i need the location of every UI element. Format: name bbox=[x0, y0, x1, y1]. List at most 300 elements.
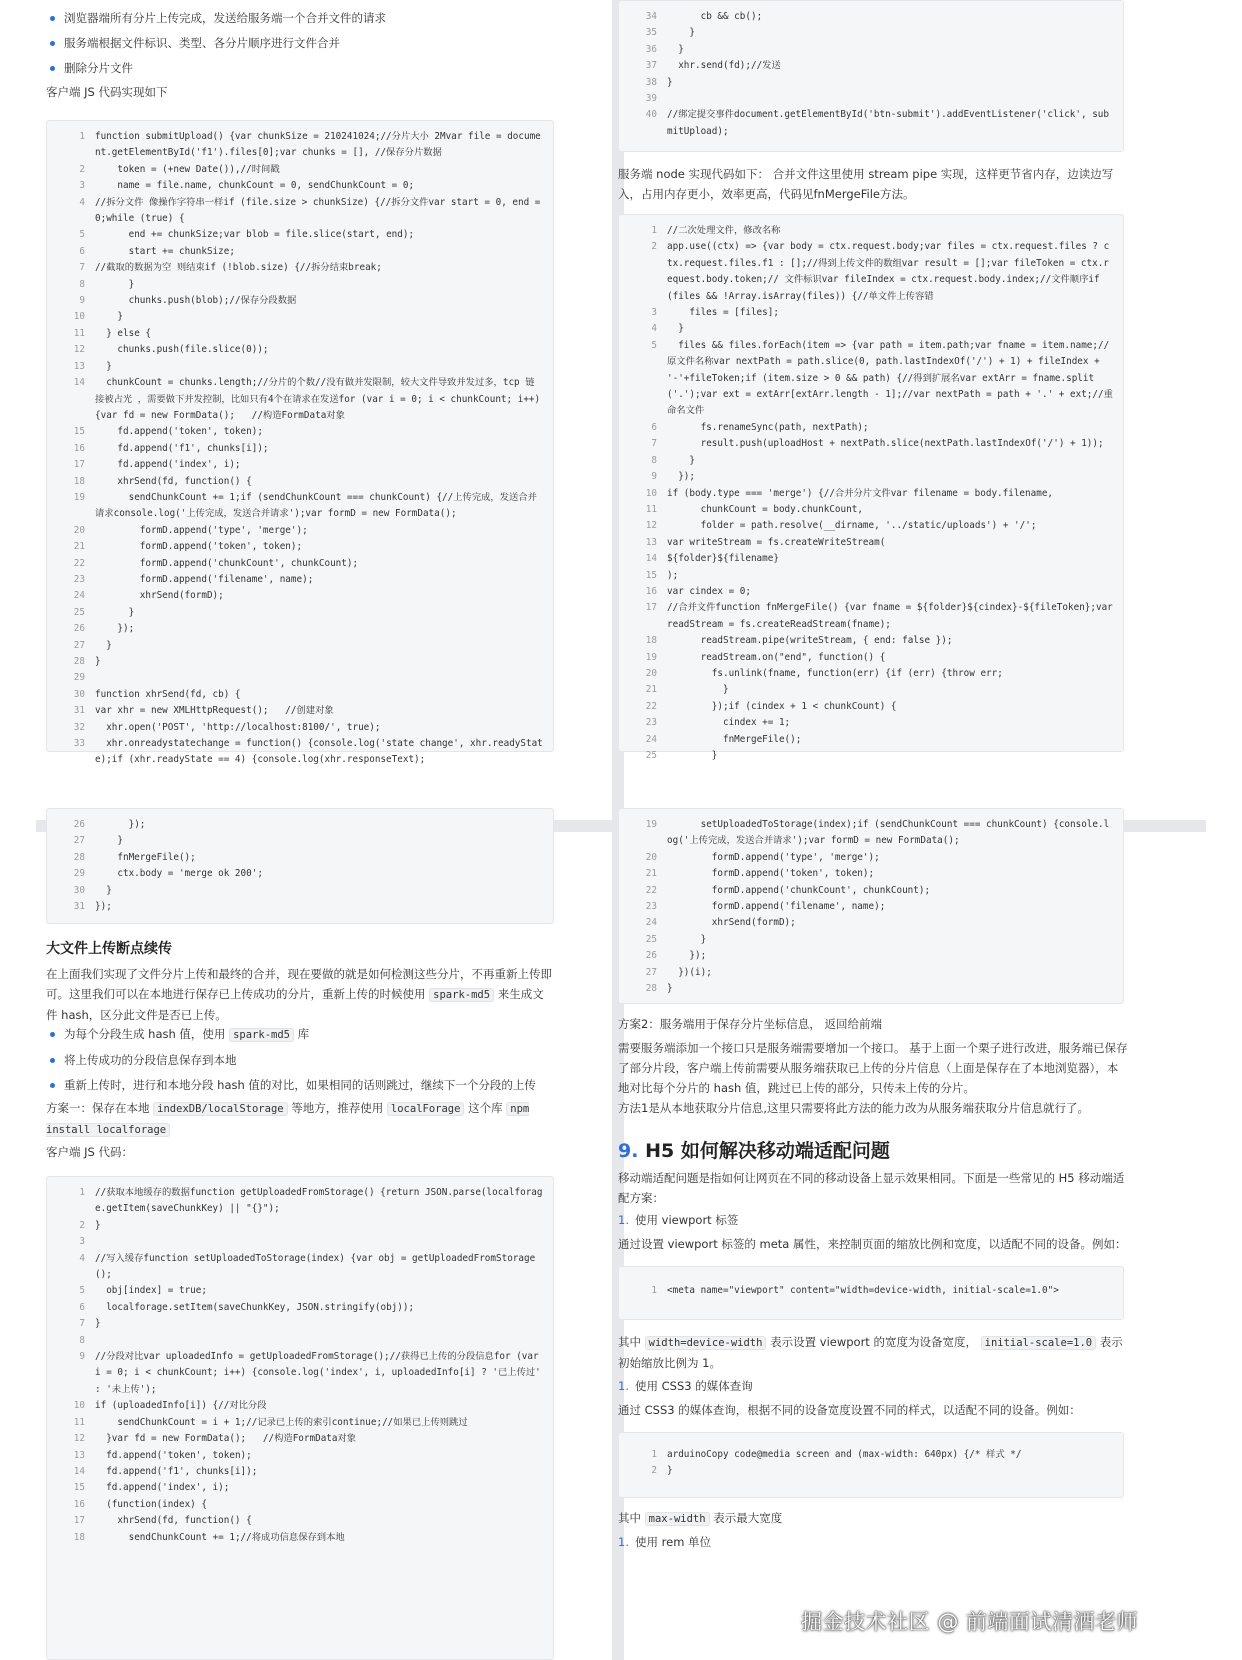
list-item-viewport bbox=[618, 1210, 738, 1230]
code-text: function submitUpload() {var chunkSize = 210241024;//分片大小 2Mvar file = document.getElementById('f1').files[0];var chunks = [], //保存分片数据 bbox=[95, 131, 541, 159]
local-storage-code-block bbox=[46, 1176, 554, 1660]
code-line bbox=[47, 1497, 543, 1513]
line-number: 35 bbox=[645, 27, 657, 39]
code-line bbox=[47, 899, 543, 915]
code-line bbox=[47, 326, 543, 342]
code-line bbox=[47, 457, 543, 473]
line-number: 18 bbox=[73, 475, 85, 487]
code-text: formD.append('chunkCount', chunkCount); bbox=[95, 557, 359, 569]
line-number: 13 bbox=[73, 360, 85, 372]
code-line bbox=[619, 58, 1113, 74]
line-number: 21 bbox=[73, 541, 85, 553]
code-text: localforage.setItem(saveChunkKey, JSON.stringify(obj)); bbox=[95, 1301, 415, 1313]
viewport-description: 通过设置 viewport 标签的 meta 属性，来控制页面的缩放比例和宽度，以适配不同的设备。例如： bbox=[618, 1237, 1127, 1251]
code-line bbox=[47, 670, 543, 686]
inline-code: max-width bbox=[645, 1512, 710, 1526]
code-line bbox=[47, 1333, 543, 1349]
code-text: xhrSend(formD); bbox=[95, 590, 224, 602]
text: 表示初始缩放比例为 1。 bbox=[618, 1335, 1123, 1370]
code-line bbox=[619, 600, 1119, 633]
line-number: 21 bbox=[645, 868, 657, 880]
code-text: }var fd = new FormData(); //构造FormData对象 bbox=[95, 1433, 357, 1445]
code-line bbox=[47, 736, 543, 769]
code-line bbox=[47, 359, 543, 375]
line-number: 12 bbox=[645, 520, 657, 532]
line-number: 7 bbox=[79, 1318, 85, 1330]
line-number: 9 bbox=[79, 1351, 85, 1363]
code-text: folder = path.resolve(__dirname, '../static/uploads') + '/'; bbox=[667, 520, 1037, 532]
line-number: 24 bbox=[73, 590, 85, 602]
code-line bbox=[619, 633, 1113, 649]
list-item: 删除分片文件 bbox=[46, 56, 586, 81]
section-number: 9. bbox=[618, 1140, 639, 1162]
code-line bbox=[619, 915, 1113, 931]
resume-upload-description bbox=[46, 964, 552, 1025]
code-text: formD.append('filename', name); bbox=[95, 573, 314, 585]
line-number: 1 bbox=[79, 131, 85, 142]
code-text: } bbox=[667, 27, 695, 39]
code-text: //获取本地缓存的数据function getUploadedFromStorage() {return JSON.parse(localforage.getItem(saveChunkKey) || "{}"); bbox=[95, 1187, 543, 1215]
inline-code: width=device-width bbox=[645, 1336, 767, 1350]
line-number: 2 bbox=[79, 163, 85, 175]
code-text: fs.renameSync(path, nextPath); bbox=[667, 421, 869, 433]
code-text: fs.unlink(fname, function(err) {if (err) {throw err; bbox=[667, 667, 1003, 679]
server-merge-code-block-continued bbox=[46, 808, 554, 924]
watermark: 掘金技术社区 @ 前端面试清酒老师 bbox=[801, 1610, 1138, 1634]
code-text: xhrSend(fd, function() { bbox=[95, 475, 252, 487]
code-line bbox=[47, 1300, 543, 1316]
code-line bbox=[619, 91, 1113, 107]
line-number: 23 bbox=[645, 901, 657, 913]
line-number: 32 bbox=[73, 721, 85, 733]
line-number: 13 bbox=[645, 536, 657, 548]
line-number: 22 bbox=[645, 884, 657, 896]
code-text: obj[index] = true; bbox=[95, 1285, 207, 1297]
code-line bbox=[619, 948, 1113, 964]
list-item: 服务端根据文件标识、类型、各分片顺序进行文件合并 bbox=[46, 31, 586, 56]
code-line bbox=[47, 342, 543, 358]
list-item: 重新上传时，进行和本地分段 hash 值的对比，如果相同的话则跳过，继续下一个分段的上传 bbox=[46, 1073, 566, 1098]
code-line bbox=[619, 650, 1113, 666]
line-number: 11 bbox=[645, 503, 657, 515]
section-heading-resume-upload: 大文件上传断点续传 bbox=[46, 941, 172, 957]
code-text: <meta name="viewport" content="width=device-width, initial-scale=1.0"> bbox=[667, 1285, 1059, 1296]
code-text: }); bbox=[667, 471, 695, 483]
line-number: 26 bbox=[645, 950, 657, 962]
code-line bbox=[47, 260, 543, 276]
code-line bbox=[47, 687, 543, 703]
line-number: 3 bbox=[79, 1236, 85, 1248]
line-number: 20 bbox=[73, 524, 85, 536]
line-number: 18 bbox=[73, 1531, 85, 1543]
line-number: 28 bbox=[73, 851, 85, 863]
line-number: 2 bbox=[651, 1465, 657, 1477]
code-text: }); bbox=[95, 819, 146, 830]
line-number: 11 bbox=[73, 327, 85, 339]
code-text: formD.append('chunkCount', chunkCount); bbox=[667, 884, 931, 896]
text: 其中 bbox=[618, 1511, 641, 1525]
code-text: } else { bbox=[95, 327, 151, 339]
line-number: 19 bbox=[645, 819, 657, 830]
line-number: 7 bbox=[651, 438, 657, 450]
client-upload-code-block bbox=[46, 120, 554, 766]
merge-steps-list bbox=[46, 6, 586, 81]
code-line bbox=[619, 732, 1113, 748]
code-text: fd.append('f1', chunks[i]); bbox=[95, 442, 269, 454]
line-number: 36 bbox=[645, 43, 657, 55]
code-text: } bbox=[667, 750, 718, 761]
code-line bbox=[619, 748, 1113, 764]
line-number: 10 bbox=[645, 487, 657, 499]
code-text: //绑定提交事件document.getElementById('btn-submit').addEventListener('click', submitUpload); bbox=[667, 109, 1109, 137]
line-number: 34 bbox=[645, 11, 657, 22]
code-text: }); bbox=[667, 950, 707, 962]
code-text bbox=[95, 1333, 543, 1349]
line-number: 5 bbox=[79, 229, 85, 241]
line-number: 1 bbox=[79, 1187, 85, 1198]
line-number: 19 bbox=[645, 651, 657, 663]
line-number: 4 bbox=[651, 323, 657, 335]
line-number: 16 bbox=[645, 585, 657, 597]
code-text: //写入缓存function setUploadedToStorage(index) {var obj = getUploadedFromStorage(); bbox=[95, 1252, 536, 1281]
resume-steps-list bbox=[46, 1022, 566, 1098]
line-number: 8 bbox=[79, 278, 85, 290]
line-number: 28 bbox=[73, 656, 85, 667]
code-line bbox=[47, 621, 543, 637]
plan-one-description bbox=[46, 1098, 552, 1140]
code-text: cindex += 1; bbox=[667, 717, 791, 729]
code-line bbox=[47, 638, 543, 654]
code-line bbox=[619, 1463, 1113, 1479]
line-number: 17 bbox=[645, 602, 657, 614]
line-number: 20 bbox=[645, 851, 657, 863]
code-line bbox=[47, 244, 543, 260]
code-text: //分段对比var uploadedInfo = getUploadedFromStorage();//获得已上传的分段信息for (var i = 0; i < chunkCount; i++) {console.log('index', i, uploadedInfo[i] ? '已上传过' : '未上传'); bbox=[95, 1351, 547, 1395]
list-label: 使用 viewport 标签 bbox=[634, 1213, 739, 1227]
code-line bbox=[619, 502, 1113, 518]
code-line bbox=[619, 965, 1113, 981]
code-text: } bbox=[667, 43, 684, 55]
code-line bbox=[619, 1447, 1113, 1463]
code-line bbox=[47, 1349, 547, 1398]
code-text: fnMergeFile(); bbox=[95, 851, 196, 863]
code-text: token = (+new Date()),//时间戳 bbox=[95, 163, 280, 175]
inline-code: spark-md5 bbox=[229, 1028, 294, 1042]
code-text: } bbox=[95, 1318, 101, 1330]
viewport-meta-code-block bbox=[618, 1266, 1124, 1320]
local-storage-code-block-continued bbox=[618, 808, 1124, 1004]
media-query-code-block bbox=[618, 1432, 1124, 1498]
line-number: 24 bbox=[645, 917, 657, 929]
line-number: 10 bbox=[73, 311, 85, 323]
line-number: 29 bbox=[73, 868, 85, 880]
code-text: } bbox=[95, 606, 135, 618]
page-4 bbox=[618, 819, 1242, 1660]
text: 来生成文件 hash，区分此文件是否已上传。 bbox=[46, 987, 544, 1022]
line-number: 9 bbox=[651, 471, 657, 483]
line-number: 30 bbox=[73, 884, 85, 896]
code-text: } bbox=[667, 76, 673, 88]
code-line bbox=[47, 1185, 543, 1218]
code-line bbox=[47, 1513, 543, 1529]
code-line bbox=[619, 699, 1113, 715]
plan-two-title: 方案2：服务端用于保存分片坐标信息， 返回给前端 bbox=[618, 1017, 882, 1031]
code-text: } bbox=[95, 884, 112, 896]
code-text: } bbox=[667, 684, 729, 696]
code-line bbox=[619, 551, 1113, 567]
code-line bbox=[619, 981, 1113, 997]
inline-code: localForage bbox=[387, 1102, 465, 1116]
line-number: 14 bbox=[73, 377, 85, 389]
code-text bbox=[95, 670, 543, 686]
code-line bbox=[47, 588, 543, 604]
code-text: formD.append('filename', name); bbox=[667, 901, 886, 913]
code-text: xhr.open('POST', 'http://localhost:8100/', true); bbox=[95, 721, 381, 733]
client-upload-code-block-continued bbox=[618, 0, 1124, 152]
code-text: } bbox=[667, 454, 695, 466]
code-text: } bbox=[95, 835, 123, 847]
text: 其中 bbox=[618, 1335, 641, 1349]
code-line bbox=[619, 584, 1113, 600]
code-line bbox=[619, 568, 1113, 584]
line-number: 18 bbox=[645, 635, 657, 647]
code-text: formD.append('type', 'merge'); bbox=[667, 851, 880, 863]
list-item: 浏览器端所有分片上传完成，发送给服务端一个合并文件的请求 bbox=[46, 6, 586, 31]
code-line bbox=[47, 178, 543, 194]
code-text: }); bbox=[95, 623, 135, 635]
code-text: fd.append('index', i); bbox=[95, 1482, 230, 1494]
code-text: var writeStream = fs.createWriteStream( bbox=[667, 536, 886, 548]
code-line bbox=[47, 866, 543, 882]
code-line bbox=[47, 883, 543, 899]
line-number: 25 bbox=[645, 750, 657, 761]
code-line bbox=[47, 375, 546, 424]
code-text: fnMergeFile(); bbox=[667, 733, 802, 745]
code-text: chunkCount = chunks.length;//分片的个数//没有做并发限制，较大文件导致并发过多，tcp 链接被占光 ，需要做下并发控制，比如只有4个在请求在发送for (var i = 0; i < chunkCount; i++) {var fd = new FormData(); //构造FormData对象 bbox=[95, 377, 546, 421]
line-number: 4 bbox=[79, 196, 85, 208]
text: 方案一：保存在本地 bbox=[46, 1101, 150, 1115]
code-line bbox=[47, 474, 543, 490]
line-number: 33 bbox=[73, 738, 85, 750]
code-line bbox=[619, 899, 1113, 915]
code-line bbox=[619, 469, 1113, 485]
code-line bbox=[47, 162, 543, 178]
code-text: xhr.send(fd);//发送 bbox=[667, 60, 781, 72]
line-number: 31 bbox=[73, 901, 85, 913]
code-line bbox=[47, 1218, 543, 1234]
code-text: var xhr = new XMLHttpRequest(); //创建对象 bbox=[95, 705, 334, 717]
line-number: 39 bbox=[645, 93, 657, 105]
code-text: //二次处理文件，修改名称 bbox=[667, 225, 781, 236]
line-number: 2 bbox=[651, 241, 657, 253]
code-text: end += chunkSize;var blob = file.slice(start, end); bbox=[95, 229, 415, 241]
code-text: var cindex = 0; bbox=[667, 585, 751, 597]
code-text: xhr.onreadystatechange = function() {console.log('state change', xhr.readyState);if (xhr.readyState == 4) {console.log(xhr.responseText); bbox=[95, 738, 543, 766]
code-text: } bbox=[667, 1465, 673, 1477]
text: 在上面我们实现了文件分片上传和最终的合并，现在要做的就是如何检测这些分片，不再重新上传即可。这里我们可以在本地进行保存已上传成功的分片，重新上传的时候使用 bbox=[46, 967, 552, 1001]
line-number: 8 bbox=[651, 454, 657, 466]
code-line bbox=[619, 338, 1113, 420]
line-number: 22 bbox=[645, 700, 657, 712]
code-line bbox=[619, 305, 1113, 321]
text: 这个库 bbox=[468, 1101, 503, 1115]
code-line bbox=[47, 1316, 543, 1332]
line-number: 17 bbox=[73, 459, 85, 471]
code-line bbox=[619, 321, 1113, 337]
code-line bbox=[47, 424, 543, 440]
code-line bbox=[47, 1398, 543, 1414]
section-title: H5 如何解决移动端适配问题 bbox=[645, 1140, 890, 1162]
line-number: 28 bbox=[645, 983, 657, 995]
line-number: 25 bbox=[645, 933, 657, 945]
inline-code: spark-md5 bbox=[429, 988, 494, 1002]
line-number: 3 bbox=[651, 307, 657, 319]
plan-two-note: 方法1是从本地获取分片信息,这里只需要将此方法的能力改为从服务端获取分片信息就行了。 bbox=[618, 1101, 1089, 1115]
line-number: 11 bbox=[73, 1416, 85, 1428]
list-number: 1. bbox=[618, 1213, 629, 1227]
code-line bbox=[47, 833, 543, 849]
line-number: 27 bbox=[73, 639, 85, 651]
code-line bbox=[47, 309, 543, 325]
line-number: 1 bbox=[651, 225, 657, 236]
line-number: 26 bbox=[73, 623, 85, 635]
line-number: 15 bbox=[73, 426, 85, 438]
code-text: result.push(uploadHost + nextPath.slice(nextPath.lastIndexOf('/') + 1)); bbox=[667, 438, 1104, 450]
plan-two-description: 需要服务端添加一个接口只是服务端需要增加一个接口。 基于上面一个栗子进行改进，服务端已保存了部分片段，客户端上传前需要从服务端获取已上传的分片信息（上面是保存在了本地浏览器），本地对比每个分片的 hash 值，跳过已上传的部分，只传未上传的分片。 bbox=[618, 1041, 1128, 1095]
line-number: 4 bbox=[79, 1252, 85, 1264]
code-line bbox=[619, 850, 1113, 866]
code-line bbox=[619, 223, 1113, 239]
line-number: 17 bbox=[73, 1515, 85, 1527]
code-line bbox=[619, 535, 1113, 551]
code-line bbox=[47, 703, 543, 719]
line-number: 16 bbox=[73, 442, 85, 454]
viewport-note bbox=[618, 1332, 1130, 1373]
code-text: });if (cindex + 1 < chunkCount) { bbox=[667, 700, 897, 712]
line-number: 2 bbox=[79, 1219, 85, 1231]
code-text: } bbox=[95, 311, 123, 323]
list-item bbox=[46, 1022, 566, 1048]
code-text: start += chunkSize; bbox=[95, 245, 235, 257]
line-number: 22 bbox=[73, 557, 85, 569]
code-text: function xhrSend(fd, cb) { bbox=[95, 688, 241, 700]
code-line bbox=[47, 539, 543, 555]
line-number: 29 bbox=[73, 672, 85, 684]
text: 等地方，推荐使用 bbox=[291, 1101, 384, 1115]
line-number: 5 bbox=[79, 1285, 85, 1297]
server-node-intro: 服务端 node 实现代码如下： 合并文件这里使用 stream pipe 实现，这样更节省内存，边读边写入，占用内存更小，效率更高，代码见fnMergeFile方法。 bbox=[618, 167, 1114, 201]
code-line bbox=[47, 227, 543, 243]
inline-code: npm install localforage bbox=[46, 1103, 530, 1136]
code-line bbox=[619, 420, 1113, 436]
line-number: 1 bbox=[651, 1285, 657, 1296]
code-line bbox=[619, 453, 1113, 469]
max-width-note bbox=[618, 1508, 782, 1529]
code-text bbox=[95, 1234, 543, 1250]
section-heading-mobile-adaptation bbox=[618, 1136, 890, 1163]
code-text: fd.append('f1', chunks[i]); bbox=[95, 1465, 258, 1477]
code-line bbox=[47, 654, 543, 670]
code-line bbox=[619, 883, 1113, 899]
server-merge-code-block bbox=[618, 214, 1124, 761]
code-text: })(i); bbox=[667, 966, 712, 978]
line-number: 16 bbox=[73, 1498, 85, 1510]
code-line bbox=[619, 932, 1113, 948]
text: 表示设置 viewport 的宽度为设备宽度， bbox=[770, 1335, 977, 1349]
inline-code: indexDB/localStorage bbox=[153, 1102, 287, 1116]
code-text: } bbox=[95, 1219, 101, 1231]
page-2 bbox=[618, 0, 1242, 820]
code-line bbox=[619, 518, 1113, 534]
code-line bbox=[47, 1415, 543, 1431]
code-text: } bbox=[667, 983, 673, 995]
code-line bbox=[619, 866, 1113, 882]
line-number: 15 bbox=[73, 1482, 85, 1494]
code-text: sendChunkCount = i + 1;//记录已上传的索引continue;//如果已上传则跳过 bbox=[95, 1416, 468, 1428]
line-number: 20 bbox=[645, 667, 657, 679]
code-line bbox=[47, 572, 543, 588]
line-number: 21 bbox=[645, 684, 657, 696]
code-line bbox=[619, 107, 1113, 140]
code-text: //合并文件function fnMergeFile() {var fname = ${folder}${cindex}-${fileToken};var readStream = fs.createReadStream(fname); bbox=[667, 602, 1119, 630]
line-number: 19 bbox=[73, 491, 85, 503]
code-text: }); bbox=[95, 901, 112, 913]
code-line bbox=[619, 239, 1113, 305]
line-number: 40 bbox=[645, 109, 657, 121]
code-text: chunkCount = body.chunkCount, bbox=[667, 503, 863, 515]
code-text: } bbox=[667, 323, 684, 335]
client-code-intro: 客户端 JS 代码实现如下 bbox=[46, 85, 168, 99]
line-number: 14 bbox=[645, 553, 657, 565]
page-1 bbox=[0, 0, 612, 820]
code-text: cb && cb(); bbox=[667, 11, 763, 22]
code-line bbox=[619, 682, 1113, 698]
code-line bbox=[47, 850, 543, 866]
page-3 bbox=[0, 819, 612, 1660]
code-line bbox=[47, 490, 543, 523]
code-text: files && files.forEach(item => {var path = item.path;var fname = item.name;//原文件名称var nextPath = path.slice(0, path.lastIndexOf('/') + 1) + fileIndex + '-'+fileToken;if (item.size > 0 && path) {//得到扩展名var extArr = fname.split('.');var ext = extArr[extArr.length - 1];//var nextPath = path + '.' + ext;//重命名文件 bbox=[667, 339, 1113, 417]
client-code-label: 客户端 JS 代码： bbox=[46, 1145, 134, 1159]
line-number: 12 bbox=[73, 1433, 85, 1445]
code-line bbox=[47, 293, 543, 309]
line-number: 37 bbox=[645, 60, 657, 72]
line-number: 24 bbox=[645, 733, 657, 745]
code-text: app.use((ctx) => {var body = ctx.request.body;var files = ctx.request.files ? ctx.request.files.f1 : [];//得到上传文件的数组var result = [];var fileToken = ctx.request.body.token;// 文件标识var fileIndex = ctx.request.body.index;//文件顺序if (files && !Array.isArray(files)) {//单文件上传容错 bbox=[667, 241, 1110, 302]
code-text bbox=[667, 91, 1113, 107]
code-text: fd.append('token', token); bbox=[95, 1449, 252, 1461]
code-text: ctx.body = 'merge ok 200'; bbox=[95, 868, 263, 880]
code-line bbox=[619, 42, 1113, 58]
line-number: 25 bbox=[73, 606, 85, 618]
code-line bbox=[47, 441, 543, 457]
code-line bbox=[47, 1283, 543, 1299]
line-number: 13 bbox=[73, 1449, 85, 1461]
code-text: sendChunkCount += 1;//将成功信息保存到本地 bbox=[95, 1531, 345, 1543]
line-number: 3 bbox=[79, 180, 85, 192]
code-text: if (uploadedInfo[i]) {//对比分段 bbox=[95, 1400, 267, 1412]
line-number: 1 bbox=[651, 1449, 657, 1460]
code-line bbox=[47, 1431, 543, 1447]
text: 库 bbox=[297, 1027, 310, 1041]
code-line bbox=[47, 605, 543, 621]
code-text: } bbox=[95, 656, 101, 667]
line-number: 30 bbox=[73, 688, 85, 700]
code-line bbox=[47, 817, 543, 833]
code-line bbox=[47, 1530, 543, 1546]
line-number: 15 bbox=[645, 569, 657, 581]
code-text: ); bbox=[667, 569, 679, 581]
list-label: 使用 CSS3 的媒体查询 bbox=[634, 1379, 753, 1393]
